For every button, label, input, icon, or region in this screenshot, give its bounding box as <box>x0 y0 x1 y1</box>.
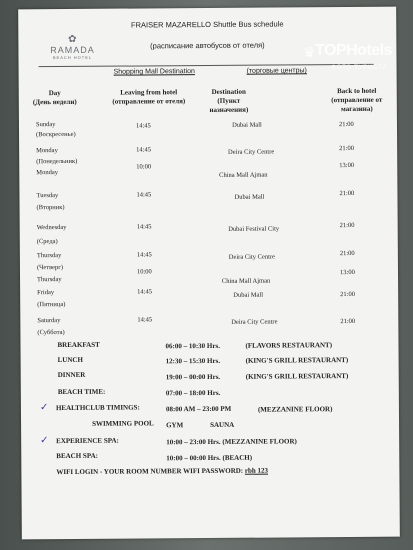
tophotels-watermark <box>303 40 413 84</box>
day-tuesday-ru: (Вторник) <box>36 204 65 212</box>
dest-sunday: Dubai Mall <box>232 121 262 129</box>
swimming-pool-label: SWIMMING POOL <box>92 419 154 428</box>
dest-wednesday: Dubai Festival City <box>228 225 280 233</box>
wifi-password: rbh 123 <box>244 466 269 475</box>
day-thursday-2: Thursday <box>37 276 62 284</box>
spa-time: 10:00 – 23:00 Hrs. (MEZZANINE FLOOR) <box>166 437 297 447</box>
back-wednesday: 21:00 <box>339 221 355 230</box>
col-back-header: Back to hotel (отправление от магазина) <box>331 86 383 114</box>
day-wednesday-ru: (Среда) <box>36 238 58 246</box>
day-sunday-ru: (Воскресенье) <box>36 130 76 139</box>
back-friday: 21:00 <box>340 290 355 299</box>
lunch-place: (KING'S GRILL RESTAURANT) <box>245 356 349 365</box>
day-thursday-ru: (Четверг) <box>36 264 64 272</box>
lunch-time: 12:30 – 15:30 Hrs. <box>165 356 221 366</box>
gym-label: GYM <box>166 421 184 430</box>
day-friday: Friday <box>37 289 55 297</box>
healthclub-time: 08:00 AM – 23:00 PM <box>165 404 232 414</box>
beach-time-label: BEACH TIME: <box>57 387 106 397</box>
day-thursday: Thursday <box>36 252 62 260</box>
back-monday-2: 13:00 <box>339 161 355 170</box>
healthclub-place: (MEZZANINE FLOOR) <box>257 405 333 414</box>
breakfast-label: BREAKFAST <box>57 340 100 350</box>
logo-brand: RAMADA <box>50 44 95 56</box>
beach-time-value: 07:00 – 18:00 Hrs. <box>165 388 221 398</box>
day-monday-2: Monday <box>36 169 58 177</box>
col-leaving-header: Leaving from hotel (отправление от отеля) <box>112 88 186 106</box>
beach-spa-label: BEACH SPA: <box>56 451 98 461</box>
healthclub-label: HEALTHCLUB TIMINGS: <box>55 403 140 413</box>
leave-tuesday: 14:45 <box>136 191 152 199</box>
leave-thursday-1: 14:45 <box>136 251 152 259</box>
day-wednesday: Wednesday <box>36 223 67 232</box>
day-saturday: Saturday <box>37 317 61 325</box>
ramada-logo <box>46 35 98 60</box>
col-day-header: Day (День недели) <box>32 89 77 107</box>
destination-heading-ru: (торговые центры) <box>246 67 307 75</box>
handwritten-check-icon: ✓ <box>39 402 49 414</box>
day-saturday-ru: (Суббота) <box>37 329 65 337</box>
dest-monday-1: Deira City Centre <box>228 148 275 156</box>
watermark-main: TOPHotels <box>315 42 392 59</box>
schedule-sheet <box>18 7 400 540</box>
dinner-place: (KING'S GRILL RESTAURANT) <box>245 372 349 381</box>
back-monday-1: 21:00 <box>339 144 354 153</box>
dest-friday: Dubai Mall <box>233 291 264 299</box>
wifi-info: WIFI LOGIN - YOUR ROOM NUMBER WIFI PASSWORD: rbh 123 <box>56 466 269 477</box>
dest-tuesday: Dubai Mall <box>234 193 265 201</box>
col-destination-header: Destination (Пункт назначения) <box>209 87 249 114</box>
back-tuesday: 21:00 <box>339 189 355 198</box>
back-thursday-2: 13:00 <box>339 268 355 277</box>
dest-monday-2: China Mall Ajman <box>219 171 268 179</box>
day-tuesday: Tuesday <box>36 192 59 200</box>
crown-icon: ♛ <box>303 44 316 60</box>
leave-saturday: 14:45 <box>137 316 153 324</box>
leave-friday: 14:45 <box>137 288 152 296</box>
leave-sunday: 14:45 <box>135 122 151 130</box>
ramada-flower-icon: ✿ <box>68 33 77 45</box>
watermark-sub: ФОТО ТУРИСТА <box>331 64 388 71</box>
leave-wednesday: 14:45 <box>136 223 152 231</box>
dest-thursday-1: Deira City Centre <box>228 253 276 261</box>
page-title: FRAISER MAZARELLO Shuttle Bus schedule <box>130 19 284 30</box>
leave-monday-2: 10:00 <box>136 163 152 171</box>
lunch-label: LUNCH <box>57 355 83 365</box>
dest-thursday-2: China Mall Ajman <box>221 277 271 285</box>
leave-monday-1: 14:45 <box>136 146 151 154</box>
back-sunday: 21:00 <box>338 120 354 129</box>
back-thursday-1: 21:00 <box>339 249 355 258</box>
breakfast-time: 06:00 – 10:30 Hrs. <box>165 341 220 351</box>
day-sunday: Sunday <box>35 121 56 129</box>
spa-label: EXPERIENCE SPA: <box>56 436 119 446</box>
dinner-time: 19:00 – 00:00 Hrs. <box>165 372 221 382</box>
dinner-label: DINNER <box>57 370 86 380</box>
beach-spa-time: 10:00 – 00:00 Hrs. (BEACH) <box>166 453 253 463</box>
dest-saturday: Deira City Centre <box>231 318 278 326</box>
breakfast-place: (FLAVORS RESTAURANT) <box>245 341 333 350</box>
logo-tag: BEACH HOTEL <box>52 54 93 61</box>
day-friday-ru: (Пятница) <box>37 301 66 309</box>
day-monday: Monday <box>36 147 58 155</box>
page-subtitle: (расписание автобусов от отеля) <box>150 40 265 51</box>
leave-thursday-2: 10:00 <box>136 268 152 276</box>
back-saturday: 21:00 <box>340 317 356 326</box>
sauna-label: SAUNA <box>210 420 235 429</box>
destination-heading: Shopping Mall Destination <box>113 68 195 76</box>
day-monday-ru: (Понедельник) <box>36 157 78 166</box>
handwritten-check-icon: ✓ <box>40 435 49 447</box>
